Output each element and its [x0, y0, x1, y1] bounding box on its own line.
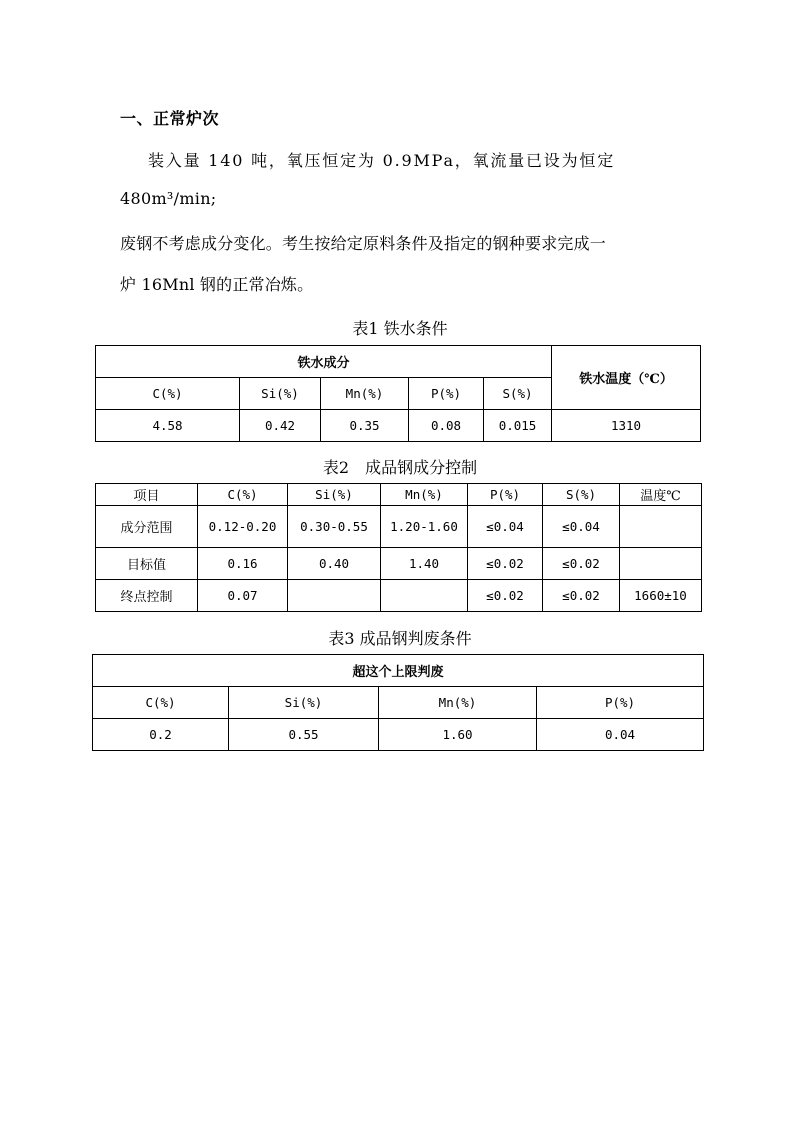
table1-col-header: Mn(%)	[321, 378, 409, 410]
table3-cell: 0.2	[93, 719, 229, 751]
table1-cell: 0.35	[321, 410, 409, 442]
table2-cell: 0.16	[198, 548, 288, 580]
table2-cell: 0.12-0.20	[198, 506, 288, 548]
table2-cell	[620, 548, 702, 580]
table3-col-header: Mn(%)	[379, 687, 537, 719]
table1-col-header: Si(%)	[240, 378, 321, 410]
table1-cell: 4.58	[96, 410, 240, 442]
table2-cell: 0.07	[198, 580, 288, 612]
table1-group-header: 铁水成分	[96, 346, 552, 378]
table1-col-header: S(%)	[484, 378, 552, 410]
table2-col-header: C(%)	[198, 484, 288, 506]
table2-cell: ≤0.02	[543, 548, 620, 580]
table2-cell: 0.30-0.55	[288, 506, 381, 548]
table2-cell: 目标值	[96, 548, 198, 580]
table1-col-header: C(%)	[96, 378, 240, 410]
table2-cell: ≤0.02	[468, 548, 543, 580]
table3-cell: 1.60	[379, 719, 537, 751]
table2-cell	[620, 506, 702, 548]
table2-col-header: S(%)	[543, 484, 620, 506]
table2-cell: ≤0.04	[468, 506, 543, 548]
section-heading: 一、正常炉次	[120, 109, 220, 128]
table3-cell: 0.04	[537, 719, 704, 751]
table2-col-header: Mn(%)	[381, 484, 468, 506]
table1-caption: 表1 铁水条件	[352, 319, 448, 338]
table3-caption: 表3 成品钢判废条件	[328, 629, 472, 648]
table1-col-header: P(%)	[409, 378, 484, 410]
table2-cell: 1.20-1.60	[381, 506, 468, 548]
table2-col-header: 温度℃	[620, 484, 702, 506]
table2-cell: ≤0.02	[468, 580, 543, 612]
table2-caption: 表2 成品钢成分控制	[322, 458, 478, 477]
table2-col-header: Si(%)	[288, 484, 381, 506]
table2-cell: ≤0.04	[543, 506, 620, 548]
table-reject-conditions	[92, 654, 704, 751]
table2-cell: ≤0.02	[543, 580, 620, 612]
table3-col-header: Si(%)	[229, 687, 379, 719]
table2-cell: 终点控制	[96, 580, 198, 612]
table2-cell: 0.40	[288, 548, 381, 580]
paragraph-line-4: 炉 16Mnl 钢的正常冶炼。	[120, 275, 314, 294]
table1-cell: 1310	[552, 410, 701, 442]
table2-cell: 1660±10	[620, 580, 702, 612]
table1-cell: 0.42	[240, 410, 321, 442]
table3-col-header: P(%)	[537, 687, 704, 719]
table-steel-composition	[95, 483, 702, 612]
paragraph-line-2: 480m³/min;	[120, 189, 217, 208]
table1-cell: 0.015	[484, 410, 552, 442]
table1-temp-header: 铁水温度（℃）	[552, 346, 701, 410]
table3-cell: 0.55	[229, 719, 379, 751]
table-iron-conditions	[95, 345, 701, 442]
table1-cell: 0.08	[409, 410, 484, 442]
table2-col-header: P(%)	[468, 484, 543, 506]
table2-cell	[288, 580, 381, 612]
paragraph-line-1: 装入量 140 吨，氧压恒定为 0.9MPa，氧流量已设为恒定	[148, 151, 616, 170]
table2-cell	[381, 580, 468, 612]
paragraph-line-3: 废钢不考虑成分变化。考生按给定原料条件及指定的钢种要求完成一	[120, 234, 607, 253]
table2-cell: 1.40	[381, 548, 468, 580]
table2-col-header: 项目	[96, 484, 198, 506]
table3-group-header: 超这个上限判废	[93, 655, 704, 687]
table3-col-header: C(%)	[93, 687, 229, 719]
table2-cell: 成分范围	[96, 506, 198, 548]
